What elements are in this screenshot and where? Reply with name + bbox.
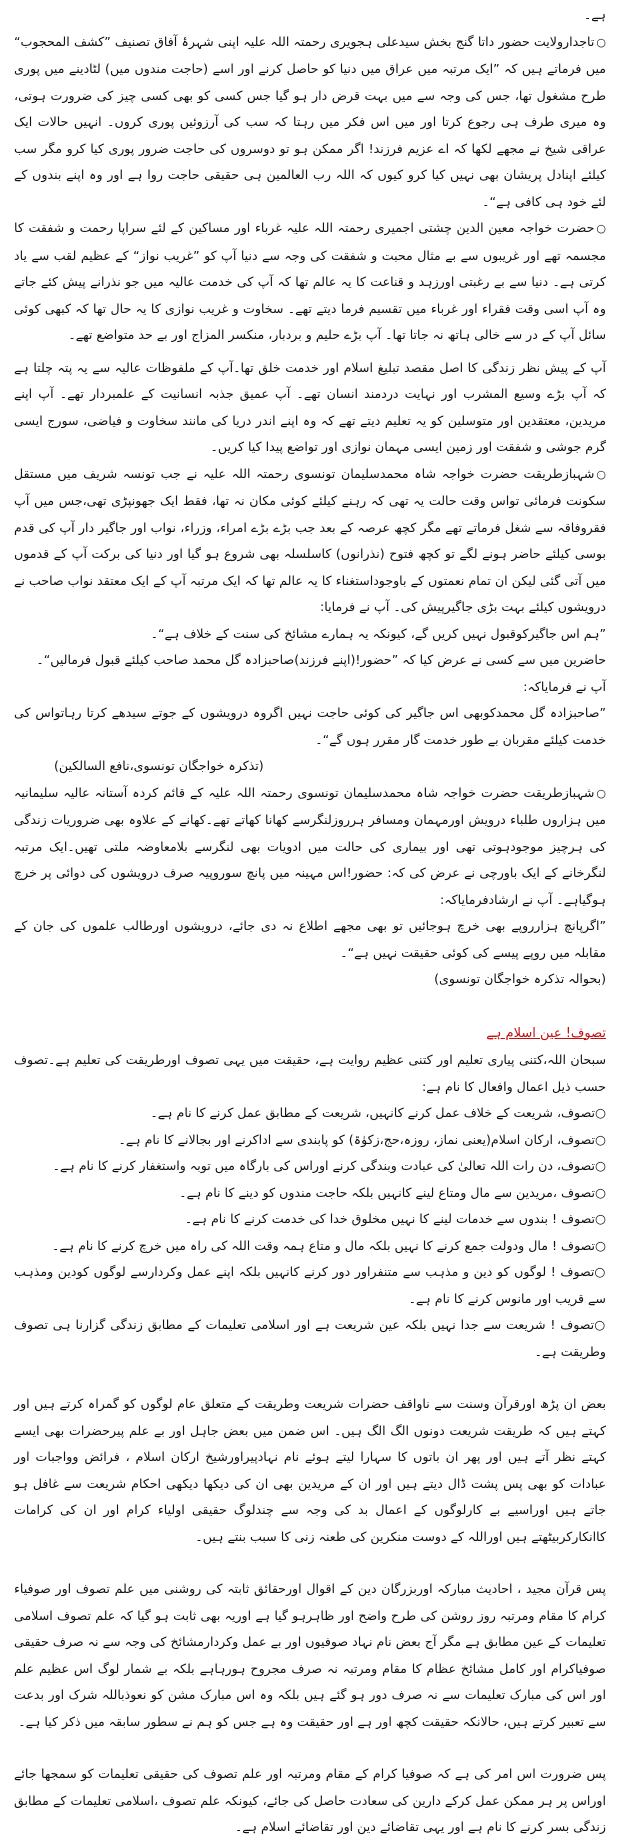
bullet-circle-icon: ○ (594, 1317, 606, 1332)
paragraph-conclusion: پس ضرورت اس امر کی ہے کہ صوفیا کرام کے مقام ومرتبہ اور علم تصوف کی حقیقی تعلیمات کو سمجھا جائے اوراس پر ہر ممکن عمل کرکے دارین کی سعادت حاصل کی جائے، کیونکہ علم تصوف ،اسلامی تعلیمات کے مطابق زندگی بسر کرنے کا نام ہے اور یہی تقاضائے دین اور تقاضائے اسلام ہے۔ (14, 1766, 606, 1834)
reference-tazkira: (تذکرہ خواجگان تونسوی،نافع السالکین) (54, 758, 264, 773)
paragraph-ignorant: بعض ان پڑھ اورقرآن وسنت سے ناواقف حضرات شریعت وطریقت کے متعلق عام لوگوں کو گمراہ کرتے ہیں اور کہتے ہیں کہ طریقت شریعت دونوں الگ الگ ہیں۔ اس ضمن میں بعض جاہل اور بے علم پیرحضرات بھی ایسے کہتے نظر آتے ہیں اور پھر ان باتوں کا سہارا لیتے ہوئے نام نہادپیراورشیخ ارکان اسلام ، فرائض وواجبات اور عبادات کو بھی پس پشت ڈال دیتے ہیں اور ان کے مریدین بھی ان کی دیکھا دیکھی احکام شریعت سے غافل ہو جاتے ہیں اوراسیے بے کارلوگوں کے اعمال بد کی وجہ سے چندلوگ حقیقی اولیاء کرام اور ان کی کرامات کاانکارکربیٹھتے ہیں اوراللہ کے دوست منکرین کی طعنہ زنی کا سبب بنتے ہیں۔ (14, 1396, 606, 1544)
paragraph-text: شہبازطریقت حضرت خواجہ شاہ محمدسلیمان تونسوی رحمتہ اللہ علیہ نے جب تونسہ شریف میں مستقل سکونت فرمائی تواس وقت حالت یہ تھی کہ رہنے کیلئے کوئی مکان نہ تھا، فقط ایک جھونپڑی تھی،جس میں آپ فقروفاقہ سے شغل فرماتے تھے مگر کچھ عرصہ کے بعد جب بڑے بڑے امراء، وزراء، نواب اور جاگیر دار آپ کی قدم بوسی کیلئے حاضر ہونے لگے تو کچھ فتوح (نذرانوں) کاسلسلہ بھی شروع ہو گیا اور دنیا کی برکت آپ کے قدموں میں آتی گئی لیکن ان تمام نعمتوں کے باوجوداستغناء کا یہ عالم تھا کہ ایک مرتبہ آپ کے ایک معتقد نواب صاحب نے درویشوں کیلئے بہت بڑی جاگیرپیش کی۔ آپ نے فرمایا: (14, 465, 606, 614)
paragraph-request: حاضرین میں سے کسی نے عرض کیا کہ ”حضور!(اپنے فرزند)صاحبزادہ گل محمد صاحب کیلئے قبول فرمالیں“۔ (36, 652, 606, 667)
bullet-circle-icon: ○ (596, 222, 606, 235)
quote-jagir: ”ہم اس جاگیرکوقبول نہیں کریں گے، کیونکہ یہ ہمارے مشائخ کی سنت کے خلاف ہے“۔ (150, 625, 606, 641)
bullet-circle-icon: ○ (595, 1105, 606, 1120)
bullet-circle-icon: ○ (595, 1184, 606, 1200)
spacer (14, 1365, 606, 1391)
section-heading: تصوف! عین اسلام ہے (486, 1025, 606, 1041)
paragraph-teachings: آپ کے پیش نظر زندگی کا اصل مقصد تبلیغ اسلام اور خدمت خلق تھا۔آپ کے ملفوظات عالیہ سے یہ پتہ چلتا ہے کہ آپ بڑے وسیع المشرب اور نہایت دردمند انسان تھے۔ آپ عمیق جذبہ انسانیت کے علمبردار تھے۔ آپ اپنے مریدین، معتقدین اور متوسلین کو یہ تعلیم دیتے تھے کہ وہ اپنے اندر دریا کی مانند سخاوت و فیاضی، سورج ایسی گرم جوشی و شفقت اور زمین ایسی مہمان نوازی اور تواضع پیدا کیا کریں۔ (14, 359, 606, 454)
bullet-circle-icon: ○ (594, 1264, 606, 1279)
paragraph-text: تاجدارولایت حضور داتا گنج بخش سیدعلی ہجویری رحمتہ اللہ علیہ اپنی شہرۂ آفاق تصنیف ”کشف المحجوب“ میں فرماتے ہیں کہ ”ایک مرتبہ میں عراق میں دنیا کو حاصل کرنے اور اسے (حاجت مندوں میں) لٹادینے میں پوری طرح مشغول تھا، جس کی وجہ سے میں بہت قرض دار ہو گیا جس کسی کو بھی کسی چیز کی ضرورت ہوتی، وہ میری طرف ہی رجوع کرتا اور میں اس فکر میں رہتا کہ سب کی آرزوئیں پوری کروں۔ انہیں حالات ایک عراقی شیخ نے مجھے لکھا کہ اے عزیم فرزند! اگر ممکن ہو تو دوسروں کی حاجت ضرور پوری کیا کرو مگر سب کیلئے اپنادل پریشان بھی نہیں کیا کرو کیوں کہ اللہ رب العالمین ہی حقیقی حاجت روا ہے اور وہ اپنے بندوں کے لئے خود ہی کافی ہے“۔ (14, 33, 606, 209)
spacer (14, 1735, 606, 1761)
bullet-circle-icon: ○ (595, 1211, 606, 1226)
list-item: ○تصوف، ارکان اسلام(یعنی نماز، روزہ،حج،زکوٰۃ) کو پابندی سے اداکرنے اور بجالانے کا نام ہے۔ (118, 1131, 606, 1147)
paragraph-chishti (14, 215, 606, 349)
bullet-circle-icon: ○ (595, 1131, 606, 1147)
spacer (14, 993, 606, 1019)
paragraph-farmaya: آپ نے فرمایاکہ: (523, 678, 606, 694)
quote-sahibzada: ”صاحبزادہ گل محمدکوبھی اس جاگیر کی کوئی حاجت نہیں اگروہ درویشوں کے جوتے سیدھے کرتا رہاتواس کی خدمت کیلئے مقربان بے طور خدمت گار مقرر ہوں گے“۔ (14, 705, 606, 747)
paragraph-taunsvi (14, 461, 606, 621)
paragraph-fragment: ہے۔ (583, 7, 606, 22)
list-item: ○تصوف ! لوگوں کو دین و مذہب سے متنفراور دور کرنے کانہیں بلکہ اپنے عمل وکردارسے لوگوں کودین ومذہب سے قریب اور مانوس کرنے کا نام ہے۔ (14, 1264, 606, 1306)
list-item: ○تصوف ! شریعت سے جدا نہیں بلکہ عین شریعت ہے اور اسلامی تعلیمات کے مطابق زندگی گزارنا ہی تصوف وطریقت ہے۔ (14, 1317, 606, 1359)
list-item: ○تصوف ،مریدین سے مال ومتاع لینے کانہیں بلکہ حاجت مندوں کو دینے کا نام ہے۔ (179, 1184, 606, 1200)
section-intro: سبحان اللہ،کتنی پیاری تعلیم اور کتنی عظیم روایت ہے، حقیقت میں یہی تصوف اورطریقت کی تعلیم ہے۔تصوف حسب ذیل اعمال وافعال کا نام ہے: (14, 1052, 606, 1094)
paragraph-quran: پس قرآن مجید ، احادیث مبارکہ اوربزرگان دین کے اقوال اورحقائق ثابتہ کی روشنی میں علم تصوف اور صوفیاء کرام کا مقام ومرتبہ روز روشن کی طرح واضح اور ظاہرہو گیا ہے اوریہ بھی ثابت ہو گیا کہ علم تصوف اسلامی تعلیمات کے عین مطابق ہے مگر آج بعض نام نہاد صوفیوں اور بے عمل وکردارمشائخ کی وجہ سے نہ صرف حقیقی صوفیاکرام اور کامل مشائخ عظام کا مقام ومرتبہ نہ صرف مجروح ہورہاہے بلکہ بے شمار لوگ اس عظیم علم اور اس کی مبارک تعلیمات سے نہ صرف دور ہو گئے ہیں بلکہ وہ اس مبارک مشن کو نعوذباللہ شرک اور بدعت سے تعبیر کرتے ہیں، حالانکہ حقیقت کچھ اور ہے اور حقیقت وہ ہے جس کو ہم نے سطور سابقہ میں ذکر کیا ہے۔ (14, 1581, 606, 1729)
list-item: ○تصوف ! مال ودولت جمع کرنے کا نہیں بلکہ مال و متاع ہمہ وقت اللہ کی راہ میں خرچ کرنے کا نام ہے۔ (51, 1237, 606, 1253)
bullet-circle-icon: ○ (596, 467, 606, 481)
bullet-circle-icon: ○ (595, 1237, 606, 1253)
bullet-circle-icon: ○ (595, 1158, 606, 1173)
bullet-circle-icon: ○ (596, 786, 606, 800)
list-item: ○تصوف، دن رات اللہ تعالیٰ کی عبادت وبندگی کرنے اوراس کی بارگاہ میں توبہ واستغفار کرنے کا نام ہے۔ (52, 1158, 606, 1173)
paragraph-text: شہبازطریقت حضرت خواجہ شاہ محمدسلیمان تونسوی رحمتہ اللہ علیہ کے قائم کردہ آستانہ عالیہ سلیمانیہ میں ہزاروں طلباء درویش اورمہمان ومسافر ہرروزلنگرسے کھانا کھاتے تھے۔کھانے کے علاوہ بھی ضروریات زندگی کی ہرچیز موجودہوتی تھی اور بیماری کی حالت میں ادویات بھی لنگرسے بلامعاوضہ ملتی تھیں۔ایک مرتبہ لنگرخانے کے ایک باورچی نے عرض کی کہ: حضور!اس مہینہ میں پانچ سوروپیہ صرف درویشوں کی دوائی پر خرچ ہوگیاہے۔ آپ نے ارشادفرمایاکہ: (14, 784, 606, 907)
list-item: ○تصوف، شریعت کے خلاف عمل کرنے کانہیں، شریعت کے مطابق عمل کرنے کا نام ہے۔ (150, 1105, 606, 1120)
paragraph-langar (14, 780, 606, 914)
paragraph-hujwiri (14, 29, 606, 216)
paragraph-text: حضرت خواجہ معین الدین چشتی اجمیری رحمتہ اللہ علیہ غرباء اور مساکین کے لئے سراپا رحمت و شفقت کا مجسمہ تھے اور غریبوں سے بے مثال محبت و شفقت کی وجہ سے دنیا آپ کو ”غریب نواز“ کے عظیم لقب سے یاد کرتی ہے۔ دنیا سے بے رغبتی اورزہد و قناعت کا یہ عالم تھا کہ آپ کی خدمت عالیہ میں جو نذرانے پیش کئے جاتے وہ آپ اسی وقت فقراء اور غرباء میں تقسیم فرما دیتے تھے۔ سخاوت و غریب نوازی کا یہ حال تھا کہ کبھی کوئی سائل آپ کے در سے خالی ہاتھ نہ جاتا تھا۔ آپ بڑے حلیم و بردبار، منکسر المزاج اور بے حد متواضع تھے۔ (14, 220, 606, 342)
spacer (14, 1550, 606, 1576)
list-item: ○تصوف ! بندوں سے خدمات لینے کا نہیں مخلوق خدا کی خدمت کرنے کا نام ہے۔ (184, 1211, 606, 1226)
quote-panch-hazar: ”اگرپانچ ہزارروپے بھی خرچ ہوجائیں تو بھی مجھے اطلاع نہ دی جائے، درویشوں اورطالب علموں کی جان کے مقابلہ میں روپے پیسے کی کوئی حقیقت نہیں ہے“۔ (14, 918, 606, 960)
reference-bahawala: (بحوالہ تذکرہ خواجگان تونسوی) (434, 971, 606, 986)
tasawwuf-list (14, 1100, 606, 1365)
bullet-circle-icon: ○ (596, 35, 606, 49)
